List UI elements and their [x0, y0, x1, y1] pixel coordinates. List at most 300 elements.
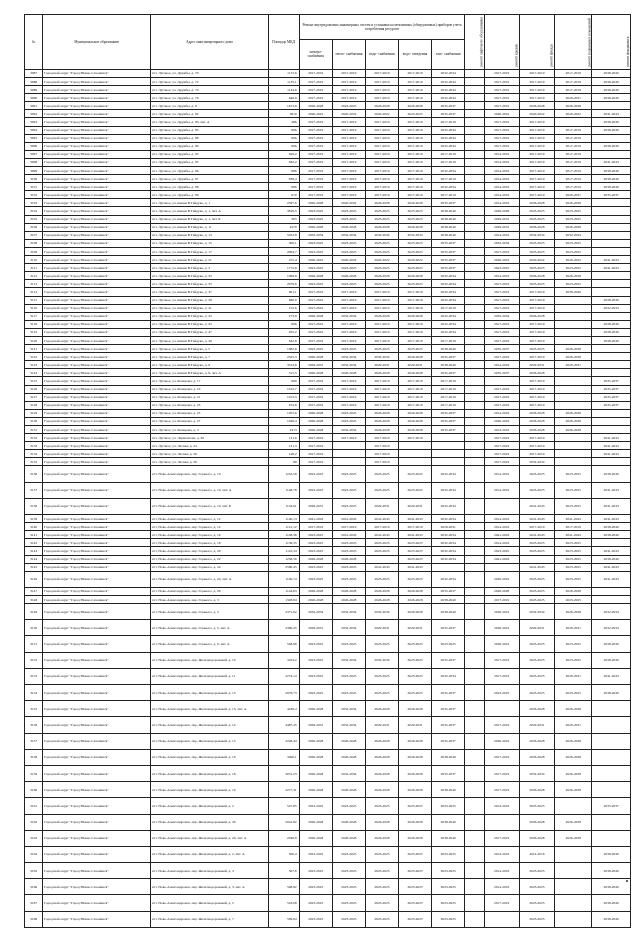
row-roof: 2020-2022: [484, 571, 519, 587]
row-address: пгт. Ново-Александровск, пер. Железнодорожный, д. 3: [151, 863, 269, 879]
row-facade: 2023-2025: [519, 280, 554, 288]
row-roof: 2017-2019: [484, 142, 519, 150]
row-basement: 2026-2028: [555, 830, 592, 846]
row-municipality: Городской округ "Город Южно-Сахалинск": [43, 450, 151, 458]
table-row: [25, 142, 631, 150]
row-water: 2023-2025: [365, 798, 398, 814]
row-facade: 2017-2019: [519, 450, 554, 458]
row-area: 2325,3: [268, 353, 299, 361]
row-basement: [555, 393, 592, 401]
row-facade: 2023-2025: [519, 685, 554, 701]
row-foundation: 2038-2040: [592, 142, 631, 150]
row-gas: 2032-2034: [432, 280, 465, 288]
row-number: 3134: [25, 450, 43, 458]
row-basement: 2029-2031: [555, 361, 592, 369]
table-row: [25, 563, 631, 571]
row-number: 3103: [25, 199, 43, 207]
row-electro: 2017-2019: [299, 118, 332, 126]
row-heat: 2017-2019: [332, 118, 365, 126]
table-row: [25, 296, 631, 304]
row-number: 3119: [25, 328, 43, 336]
row-water: 2023-2025: [365, 846, 398, 862]
row-address: пгт. Луговое, ул. Дружбы, д. 83, лит. А: [151, 118, 269, 126]
row-foundation: [592, 223, 631, 231]
row-number: 3149: [25, 604, 43, 620]
row-drain: 2026-2028: [399, 733, 432, 749]
row-lift: [465, 86, 484, 94]
row-facade: 2026-2028: [519, 426, 554, 434]
row-heat: 2017-2019: [332, 434, 365, 442]
row-address: пгт. Луговое, ул. имени В.Гайдука, д. 17: [151, 247, 269, 255]
row-electro: 2026-2028: [299, 587, 332, 595]
table-row: [25, 369, 631, 377]
row-roof: 2014-2016: [484, 846, 519, 862]
row-gas: 2035-2037: [432, 620, 465, 636]
row-water: 2020-2022: [365, 110, 398, 118]
row-drain: 2026-2028: [399, 782, 432, 798]
row-address: пгт. Луговое, ул. имени В.Гайдука, д. 5: [151, 345, 269, 353]
row-drain: 2017-2019: [399, 288, 432, 296]
row-address: пгт. Луговое, ул. Дружбы, д. 96: [151, 167, 269, 175]
row-basement: [555, 385, 592, 393]
row-address: пгт. Ново-Александровск, пер. Горького, д. 5, лит. А: [151, 620, 269, 636]
row-heat: 2032-2034: [332, 312, 365, 320]
table-header: [25, 15, 631, 70]
row-heat: 2023-2025: [332, 239, 365, 247]
row-water: 2026-2028: [365, 369, 398, 377]
row-foundation: 2038-2040: [592, 126, 631, 134]
row-foundation: 2035-2037: [592, 393, 631, 401]
row-foundation: 2032-2034: [592, 304, 631, 312]
row-area: 5452,8: [268, 231, 299, 239]
row-number: 3162: [25, 814, 43, 830]
row-foundation: [592, 458, 631, 466]
row-water: 2023-2025: [365, 685, 398, 701]
row-number: 3126: [25, 385, 43, 393]
row-municipality: Городской округ "Город Южно-Сахалинск": [43, 417, 151, 425]
row-gas: 2017-2019: [432, 336, 465, 344]
row-drain: 2026-2028: [399, 223, 432, 231]
row-municipality: Городской округ "Город Южно-Сахалинск": [43, 320, 151, 328]
row-roof: 2014-2016: [484, 879, 519, 895]
row-facade: 2017-2019: [519, 134, 554, 142]
row-area: 548,96: [268, 636, 299, 652]
row-municipality: Городской округ "Город Южно-Сахалинск": [43, 118, 151, 126]
row-drain: 2017-2019: [399, 320, 432, 328]
row-drain: 2023-2025: [399, 547, 432, 555]
table-row: [25, 102, 631, 110]
row-foundation: [592, 830, 631, 846]
row-electro: 2029-2031: [299, 361, 332, 369]
row-lift: [465, 77, 484, 85]
row-lift: [465, 385, 484, 393]
row-foundation: 2038-2040: [592, 183, 631, 191]
row-facade: 2017-2019: [519, 523, 554, 531]
row-gas: 2032-2034: [432, 531, 465, 539]
row-lift: [465, 361, 484, 369]
row-roof: 2029-2031: [484, 215, 519, 223]
row-lift: [465, 264, 484, 272]
row-roof: 2017-2019: [484, 86, 519, 94]
row-number: 3139: [25, 515, 43, 523]
row-roof: 2014-2016: [484, 466, 519, 482]
row-lift: [465, 353, 484, 361]
table-row: [25, 515, 631, 523]
row-heat: 2017-2019: [332, 94, 365, 102]
row-lift: [465, 158, 484, 166]
row-water: 2023-2025: [365, 280, 398, 288]
row-number: 3109: [25, 247, 43, 255]
row-gas: 2032-2034: [432, 555, 465, 563]
row-municipality: Городской округ "Город Южно-Сахалинск": [43, 126, 151, 134]
row-facade: 2017-2019: [519, 377, 554, 385]
row-address: пгт. Ново-Александровск, пер. Горького, д. 16: [151, 531, 269, 539]
row-area: 1148,78: [268, 482, 299, 498]
row-heat: 2023-2025: [332, 345, 365, 353]
table-row: [25, 272, 631, 280]
row-area: 661,1: [268, 288, 299, 296]
row-water: 2026-2028: [365, 223, 398, 231]
row-foundation: 2038-2040: [592, 328, 631, 336]
row-gas: [432, 434, 465, 442]
row-electro: 2017-2019: [299, 296, 332, 304]
row-facade: 2017-2019: [519, 401, 554, 409]
row-municipality: Городской округ "Город Южно-Сахалинск": [43, 701, 151, 717]
row-roof: 2017-2019: [484, 458, 519, 466]
table-row: [25, 863, 631, 879]
row-roof: 2023-2025: [484, 685, 519, 701]
row-electro: 2026-2028: [299, 814, 332, 830]
row-basement: 2026-2028: [555, 345, 592, 353]
row-facade: 2017-2019: [519, 336, 554, 344]
row-area: 3490,1: [268, 749, 299, 765]
row-basement: 2017-2019: [555, 158, 592, 166]
row-water: 2026-2028: [365, 733, 398, 749]
table-row: [25, 587, 631, 595]
row-basement: 2023-2025: [555, 571, 592, 587]
row-gas: 2038-2040: [432, 782, 465, 798]
row-water: 2017-2019: [365, 142, 398, 150]
row-foundation: [592, 353, 631, 361]
row-heat: 2020-2022: [332, 256, 365, 264]
row-number: 3092: [25, 110, 43, 118]
table-row: [25, 401, 631, 409]
row-heat: 2023-2025: [332, 417, 365, 425]
row-electro: 2017-2019: [299, 385, 332, 393]
row-foundation: 2038-2040: [592, 846, 631, 862]
row-gas: 2035-2037: [432, 256, 465, 264]
row-facade: 2023-2025: [519, 239, 554, 247]
row-basement: [555, 312, 592, 320]
row-electro: 2023-2025: [299, 652, 332, 668]
row-lift: [465, 620, 484, 636]
row-heat: 2023-2025: [332, 466, 365, 482]
row-water: 2017-2019: [365, 523, 398, 531]
table-row: [25, 167, 631, 175]
row-electro: 2029-2031: [299, 717, 332, 733]
table-row: [25, 604, 631, 620]
row-roof: 2020-2022: [484, 636, 519, 652]
row-drain: 2023-2025: [399, 247, 432, 255]
row-facade: 2017-2019: [519, 183, 554, 191]
row-heat: 2017-2019: [332, 158, 365, 166]
row-drain: 2023-2025: [399, 280, 432, 288]
row-area: 866: [268, 142, 299, 150]
header-drain: водо- отведения: [399, 39, 432, 69]
row-lift: [465, 191, 484, 199]
table-row: [25, 482, 631, 498]
row-water: 2023-2025: [365, 911, 398, 927]
row-electro: 2023-2025: [299, 547, 332, 555]
row-municipality: Городской округ "Город Южно-Сахалинск": [43, 288, 151, 296]
row-lift: [465, 798, 484, 814]
row-municipality: Городской округ "Город Южно-Сахалинск": [43, 110, 151, 118]
row-municipality: Городской округ "Город Южно-Сахалинск": [43, 239, 151, 247]
row-electro: 2017-2019: [299, 142, 332, 150]
row-number: 3133: [25, 442, 43, 450]
row-facade: 2026-2028: [519, 749, 554, 765]
row-number: 3157: [25, 733, 43, 749]
row-foundation: [592, 409, 631, 417]
header-address: Адрес многоквартирного дома: [151, 15, 269, 70]
row-lift: [465, 223, 484, 231]
row-area: 866: [268, 320, 299, 328]
row-roof: 2017-2019: [484, 434, 519, 442]
row-water: 2023-2025: [365, 539, 398, 547]
row-address: пгт. Луговое, ул. имени В.Гайдука, д. 35: [151, 280, 269, 288]
header-num: №: [25, 15, 43, 70]
row-heat: 2032-2034: [332, 361, 365, 369]
row-roof: 2014-2016: [484, 167, 519, 175]
row-water: 2032-2034: [365, 652, 398, 668]
row-basement: 2026-2028: [555, 587, 592, 595]
row-area: 674,8: [268, 401, 299, 409]
row-water: 2017-2019: [365, 150, 398, 158]
row-roof: 2017-2019: [484, 782, 519, 798]
row-roof: [484, 701, 519, 717]
row-area: 2046,8: [268, 830, 299, 846]
row-electro: 2023-2025: [299, 482, 332, 498]
row-roof: 2014-2016: [484, 798, 519, 814]
row-basement: 2032-2034: [555, 231, 592, 239]
row-municipality: Городской округ "Город Южно-Сахалинск": [43, 515, 151, 523]
row-water: 2041-2043: [365, 531, 398, 539]
row-water: 2026-2028: [365, 749, 398, 765]
row-heat: 2026-2028: [332, 782, 365, 798]
row-water: 2026-2028: [365, 409, 398, 417]
row-basement: [555, 798, 592, 814]
row-municipality: Городской округ "Город Южно-Сахалинск": [43, 361, 151, 369]
row-basement: 2026-2028: [555, 409, 592, 417]
table-row: [25, 547, 631, 555]
table-row: [25, 620, 631, 636]
row-municipality: Городской округ "Город Южно-Сахалинск": [43, 498, 151, 514]
row-lift: [465, 183, 484, 191]
row-municipality: Городской округ "Город Южно-Сахалинск": [43, 142, 151, 150]
row-address: пгт. Ново-Александровск, пер. Железнодорожный, д. 15: [151, 733, 269, 749]
row-gas: 2023-2025: [432, 798, 465, 814]
row-area: 842,2: [268, 158, 299, 166]
row-lift: [465, 167, 484, 175]
row-number: 3111: [25, 264, 43, 272]
row-drain: 2023-2025: [399, 482, 432, 498]
row-roof: 2017-2019: [484, 69, 519, 77]
row-foundation: [592, 239, 631, 247]
row-area: 1012,7: [268, 385, 299, 393]
row-facade: 2041-2043: [519, 515, 554, 523]
row-heat: 2026-2028: [332, 733, 365, 749]
row-basement: 2023-2025: [555, 482, 592, 498]
row-roof: 2014-2016: [484, 863, 519, 879]
row-area: 2274,14: [268, 668, 299, 684]
row-lift: [465, 369, 484, 377]
row-area: 547,85: [268, 798, 299, 814]
row-facade: 2017-2019: [519, 353, 554, 361]
row-foundation: 2032-2034: [592, 604, 631, 620]
row-municipality: Городской округ "Город Южно-Сахалинск": [43, 587, 151, 595]
row-roof: 2017-2019: [484, 328, 519, 336]
row-roof: 2023-2025: [484, 547, 519, 555]
row-area: 1328,84: [268, 595, 299, 603]
row-municipality: Городской округ "Город Южно-Сахалинск": [43, 434, 151, 442]
header-roof: ремонт крыши: [484, 15, 519, 70]
row-electro: 2017-2019: [299, 304, 332, 312]
row-lift: [465, 126, 484, 134]
row-number: 3129: [25, 409, 43, 417]
row-electro: 2017-2019: [299, 158, 332, 166]
row-drain: 2017-2019: [399, 328, 432, 336]
row-facade: 2017-2019: [519, 118, 554, 126]
row-basement: [555, 320, 592, 328]
table-row: [25, 749, 631, 765]
row-lift: [465, 636, 484, 652]
row-number: 3087: [25, 69, 43, 77]
row-address: пгт. Луговое, ул. Лесная, д. 28: [151, 458, 269, 466]
row-water: 2017-2019: [365, 158, 398, 166]
row-foundation: 2038-2040: [592, 636, 631, 652]
row-gas: 2035-2037: [432, 685, 465, 701]
table-row: [25, 466, 631, 482]
row-lift: [465, 531, 484, 539]
row-gas: 2035-2037: [432, 652, 465, 668]
row-address: пгт. Ново-Александровск, пер. Железнодорожный, д. 20, лит. А: [151, 830, 269, 846]
header-lift: ремонт лифтового оборудования: [465, 15, 484, 70]
header-foundation: ремонт фундамента: [592, 15, 631, 70]
row-municipality: Городской округ "Город Южно-Сахалинск": [43, 652, 151, 668]
row-water: 2026-2028: [365, 765, 398, 781]
row-foundation: 2041-2043: [592, 668, 631, 684]
table-row: [25, 668, 631, 684]
row-number: 3099: [25, 167, 43, 175]
header-municipality: Муниципальное образование: [43, 15, 151, 70]
row-lift: [465, 652, 484, 668]
row-roof: 2017-2019: [484, 652, 519, 668]
row-heat: 2023-2025: [332, 879, 365, 895]
row-drain: 2017-2019: [399, 191, 432, 199]
row-foundation: 2038-2040: [592, 466, 631, 482]
row-gas: 2035-2037: [432, 239, 465, 247]
row-foundation: 2041-2043: [592, 158, 631, 166]
row-lift: [465, 701, 484, 717]
row-lift: [465, 110, 484, 118]
row-electro: 2017-2019: [299, 175, 332, 183]
row-address: пгт. Ново-Александровск, пер. Горького, д. 22: [151, 555, 269, 563]
row-number: 3118: [25, 320, 43, 328]
table-row: [25, 361, 631, 369]
row-number: 3158: [25, 749, 43, 765]
row-heat: 2017-2019: [332, 86, 365, 94]
row-address: пгт. Луговое, ул. имени В.Гайдука, д. 9: [151, 361, 269, 369]
row-foundation: [592, 765, 631, 781]
row-gas: 2035-2037: [432, 102, 465, 110]
row-roof: 2014-2016: [484, 539, 519, 547]
row-basement: 2026-2028: [555, 604, 592, 620]
row-number: 3142: [25, 539, 43, 547]
row-lift: [465, 717, 484, 733]
row-roof: 2023-2025: [484, 264, 519, 272]
row-foundation: [592, 199, 631, 207]
row-foundation: 2038-2040: [592, 86, 631, 94]
row-roof: 2017-2019: [484, 320, 519, 328]
row-area: 148,2: [268, 450, 299, 458]
row-basement: [555, 442, 592, 450]
row-municipality: Городской округ "Город Южно-Сахалинск": [43, 636, 151, 652]
table-row: [25, 353, 631, 361]
row-basement: 2023-2025: [555, 652, 592, 668]
row-area: 152,6: [268, 304, 299, 312]
table-row: [25, 239, 631, 247]
row-address: пгт. Луговое, ул. имени В.Гайдука, д. 9, лит. А: [151, 369, 269, 377]
row-number: 3121: [25, 345, 43, 353]
row-lift: [465, 685, 484, 701]
row-water: 2017-2019: [365, 393, 398, 401]
row-heat: 2026-2028: [332, 223, 365, 231]
row-number: 3088: [25, 77, 43, 85]
row-water: 2023-2025: [365, 863, 398, 879]
row-basement: 2023-2025: [555, 563, 592, 571]
table-row: [25, 393, 631, 401]
row-lift: [465, 247, 484, 255]
row-area: 629,2: [268, 150, 299, 158]
row-facade: [519, 555, 554, 563]
row-gas: 2035-2037: [432, 409, 465, 417]
row-municipality: Городской округ "Город Южно-Сахалинск": [43, 102, 151, 110]
row-drain: 2023-2025: [399, 215, 432, 223]
row-basement: [555, 377, 592, 385]
row-number: 3091: [25, 102, 43, 110]
table-row: [25, 895, 631, 911]
row-heat: [332, 458, 365, 466]
row-heat: 2041-2043: [332, 515, 365, 523]
row-drain: 2017-2019: [399, 126, 432, 134]
row-roof: 2017-2019: [484, 118, 519, 126]
row-municipality: Городской округ "Город Южно-Сахалинск": [43, 733, 151, 749]
row-municipality: Городской округ "Город Южно-Сахалинск": [43, 531, 151, 539]
row-foundation: 2035-2037: [592, 798, 631, 814]
row-lift: [465, 280, 484, 288]
row-roof: 2026-2028: [484, 587, 519, 595]
row-address: пгт. Ново-Александровск, пер. Железнодорожный, д. 18: [151, 765, 269, 781]
row-facade: 2026-2028: [519, 312, 554, 320]
row-municipality: Городской округ "Город Южно-Сахалинск": [43, 69, 151, 77]
row-address: пгт. Луговое, ул. имени В.Гайдука, д. 37: [151, 288, 269, 296]
row-basement: 2017-2019: [555, 77, 592, 85]
row-roof: 2017-2019: [484, 94, 519, 102]
row-area: 3163,2: [268, 652, 299, 668]
row-gas: 2017-2019: [432, 304, 465, 312]
row-area: 1982,6: [268, 345, 299, 353]
row-address: пгт. Луговое, ул. Дружбы, д. 72: [151, 77, 269, 85]
